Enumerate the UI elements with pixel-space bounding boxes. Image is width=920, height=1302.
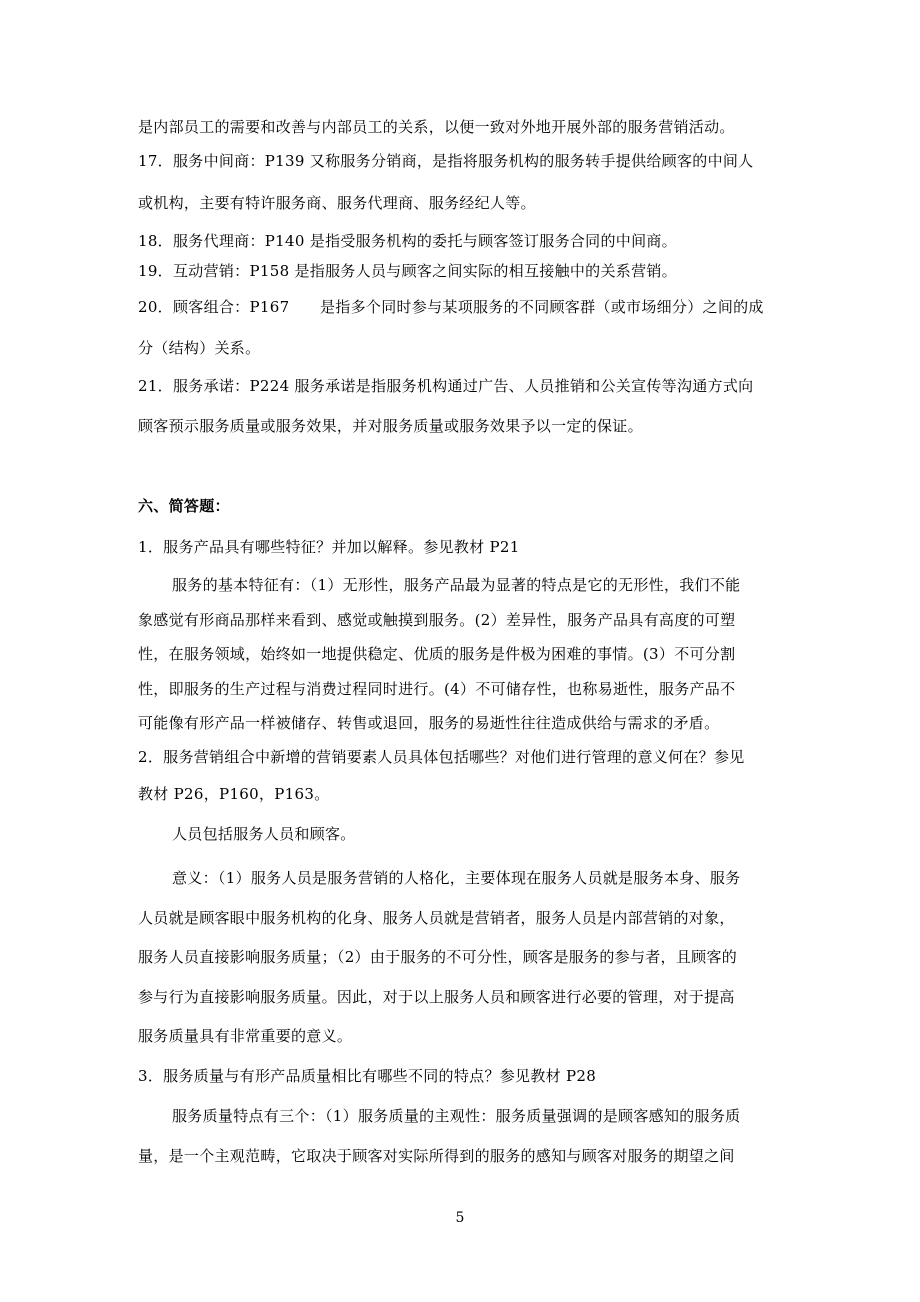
answer-paragraph-1: 服务的基本特征有：（1）无形性，服务产品最为显著的特点是它的无形性，我们不能 bbox=[172, 576, 741, 594]
text-line: 服务质量具有非常重要的意义。 bbox=[138, 1027, 353, 1045]
answer-paragraph-3: 服务质量特点有三个：（1）服务质量的主观性：服务质量强调的是顾客感知的服务质 bbox=[172, 1107, 741, 1125]
text-line: 是内部员工的需要和改善与内部员工的关系，以便一致对外地开展外部的服务营销活动。 bbox=[138, 118, 735, 136]
question-2: 2．服务营销组合中新增的营销要素人员具体包括哪些？对他们进行管理的意义何在？参见 bbox=[138, 748, 745, 766]
term-17: 17．服务中间商：P139 又称服务分销商，是指将服务机构的服务转手提供给顾客的中间人 bbox=[138, 152, 754, 170]
answer-paragraph-2b: 意义：（1）服务人员是服务营销的人格化，主要体现在服务人员就是服务本身、服务 bbox=[172, 869, 741, 887]
term-18: 18．服务代理商：P140 是指受服务机构的委托与顾客签订服务合同的中间商。 bbox=[138, 232, 677, 250]
text-line: 性，在服务领域，始终如一地提供稳定、优质的服务是件极为困难的事情。(3）不可分割 bbox=[138, 645, 736, 663]
text-line: 性，即服务的生产过程与消费过程同时进行。(4）不可储存性，也称易逝性，服务产品不 bbox=[138, 680, 736, 698]
question-3: 3．服务质量与有形产品质量相比有哪些不同的特点？参见教材 P28 bbox=[138, 1067, 597, 1085]
answer-paragraph-2a: 人员包括服务人员和顾客。 bbox=[172, 825, 356, 843]
text-line: 分（结构）关系。 bbox=[138, 339, 261, 357]
text-line: 象感觉有形商品那样来看到、感觉或触摸到服务。(2）差异性，服务产品具有高度的可塑 bbox=[138, 611, 736, 629]
page-number: 5 bbox=[455, 1210, 465, 1226]
text-line: 量，是一个主观范畴，它取决于顾客对实际所得到的服务的感知与顾客对服务的期望之间 bbox=[138, 1147, 735, 1165]
term-19: 19．互动营销：P158 是指服务人员与顾客之间实际的相互接触中的关系营销。 bbox=[138, 262, 677, 280]
text-line: 教材 P26，P160，P163。 bbox=[138, 785, 330, 803]
text-line: 可能像有形产品一样被储存、转售或退回，服务的易逝性往往造成供给与需求的矛盾。 bbox=[138, 714, 720, 732]
text-line: 人员就是顾客眼中服务机构的化身、服务人员就是营销者，服务人员是内部营销的对象， bbox=[138, 909, 735, 927]
question-1: 1．服务产品具有哪些特征？并加以解释。参见教材 P21 bbox=[138, 538, 520, 556]
text-line: 顾客预示服务质量或服务效果，并对服务质量或服务效果予以一定的保证。 bbox=[138, 417, 643, 435]
text-line: 或机构，主要有特许服务商、服务代理商、服务经纪人等。 bbox=[138, 194, 536, 212]
text-line: 参与行为直接影响服务质量。因此，对于以上服务人员和顾客进行必要的管理，对于提高 bbox=[138, 988, 735, 1006]
section-heading: 六、简答题： bbox=[138, 497, 230, 515]
text-line: 服务人员直接影响服务质量；（2）由于服务的不可分性，顾客是服务的参与者，且顾客的 bbox=[138, 948, 738, 966]
term-20: 20．顾客组合：P167 是指多个同时参与某项服务的不同顾客群（或市场细分）之间的成 bbox=[138, 298, 764, 316]
term-21: 21．服务承诺：P224 服务承诺是指服务机构通过广告、人员推销和公关宣传等沟通方式向 bbox=[138, 377, 754, 395]
